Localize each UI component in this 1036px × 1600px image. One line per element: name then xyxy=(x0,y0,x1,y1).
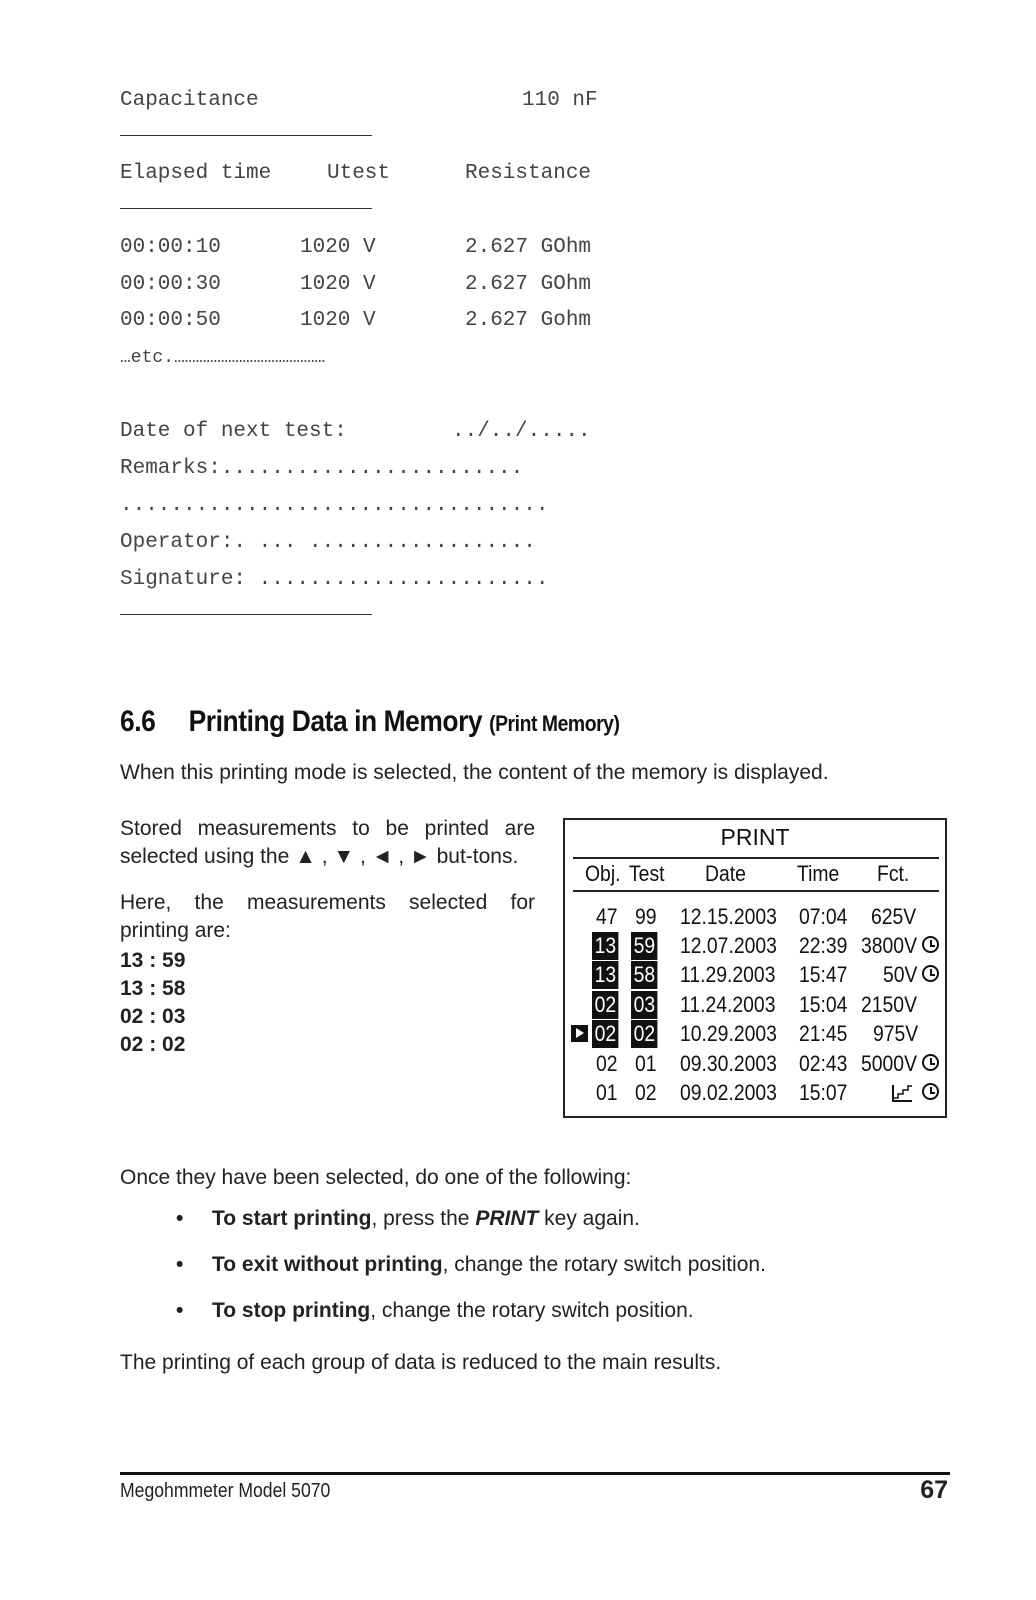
header-date: Date xyxy=(705,861,746,886)
print-screen-title: PRINT xyxy=(720,824,790,850)
elapsed-time: 00:00:30 xyxy=(120,273,221,296)
row-date: 09.02.2003 xyxy=(680,1080,777,1105)
selection-intro: Here, the measurements selected for printing are: xyxy=(120,891,535,942)
row-time: 15:07 xyxy=(799,1080,848,1105)
row-date: 11.24.2003 xyxy=(680,992,776,1017)
row-obj: 02 xyxy=(596,1051,618,1076)
selected-item: 02 : 03 xyxy=(120,1005,186,1028)
action-list xyxy=(120,1205,766,1343)
action-bold: To start printing xyxy=(212,1207,372,1230)
action-text: , press the xyxy=(371,1207,476,1230)
print-screen-display xyxy=(563,818,947,1118)
clock-icon xyxy=(922,1083,939,1100)
report-row xyxy=(120,270,592,300)
action-text: , change the rotary switch position. xyxy=(370,1299,694,1322)
row-fct: 5000V xyxy=(861,1051,917,1076)
resistance-value: 2.627 GOhm xyxy=(465,273,592,296)
resistance-value: 2.627 Gohm xyxy=(465,309,592,332)
clock-icon xyxy=(922,965,939,982)
action-item xyxy=(120,1297,766,1343)
row-date: 12.07.2003 xyxy=(680,933,777,958)
section-number: 6.6 xyxy=(120,705,156,738)
capacitance-value: 110 nF xyxy=(522,89,598,112)
row-fct: 975V xyxy=(873,1021,919,1046)
print-table-row xyxy=(565,903,945,931)
operator-line: Operator:. ... .................. xyxy=(120,531,536,554)
divider xyxy=(120,614,366,615)
next-test-value: ../../..... xyxy=(452,420,591,443)
row-obj: 13 xyxy=(592,932,619,960)
divider xyxy=(120,208,366,209)
action-item xyxy=(120,1205,766,1251)
header-obj: Obj. xyxy=(585,861,621,886)
clock-icon xyxy=(922,1054,939,1071)
row-time: 15:47 xyxy=(799,962,848,987)
elapsed-time: 00:00:50 xyxy=(120,309,221,332)
row-fct: 50V xyxy=(883,962,918,987)
print-table-row-cursor xyxy=(565,1020,945,1048)
row-time: 07:04 xyxy=(799,904,848,929)
report-row xyxy=(120,306,592,336)
row-fct: 2150V xyxy=(861,992,917,1017)
utest-value: 1020 V xyxy=(300,273,376,296)
print-table-row-selected xyxy=(565,932,945,960)
signature-line: Signature: ....................... xyxy=(120,568,549,591)
col-elapsed: Elapsed time xyxy=(120,162,272,185)
next-test-label: Date of next test: xyxy=(120,420,347,443)
selected-item: 02 : 02 xyxy=(120,1033,186,1056)
row-test: 58 xyxy=(631,961,658,989)
row-fct: 625V xyxy=(871,904,917,929)
footer-divider xyxy=(120,1472,950,1475)
row-test: 02 xyxy=(631,1020,658,1048)
row-test: 03 xyxy=(631,991,658,1019)
resistance-value: 2.627 GOhm xyxy=(465,236,592,259)
print-key-label: PRINT xyxy=(475,1207,539,1230)
section-title: Printing Data in Memory xyxy=(188,705,483,738)
remarks-continuation: .................................. xyxy=(120,494,549,517)
row-test: 02 xyxy=(635,1080,657,1105)
header-divider xyxy=(573,890,939,892)
etc-line: …etc.…………………………………… xyxy=(120,348,326,368)
intro-paragraph: When this printing mode is selected, the content of the memory is displayed. xyxy=(120,761,829,784)
selected-list xyxy=(120,947,535,1059)
utest-value: 1020 V xyxy=(300,309,376,332)
report-row xyxy=(120,233,592,263)
selection-instructions: Stored measurements to be printed are selected using the ▲ , ▼ , ◄ , ► but-tons. xyxy=(120,817,535,868)
row-test: 59 xyxy=(631,932,658,960)
row-date: 12.15.2003 xyxy=(680,904,777,929)
row-date: 10.29.2003 xyxy=(680,1021,777,1046)
section-subtitle: (Print Memory) xyxy=(489,711,620,736)
report-header-row xyxy=(120,159,592,189)
clock-icon xyxy=(922,936,939,953)
selected-item: 13 : 58 xyxy=(120,977,186,1000)
row-obj: 47 xyxy=(596,904,618,929)
row-time: 21:45 xyxy=(799,1021,848,1046)
row-date: 11.29.2003 xyxy=(680,962,776,987)
closing-paragraph: The printing of each group of data is reduced to the main results. xyxy=(120,1351,722,1374)
action-item xyxy=(120,1251,766,1297)
action-text: , change the rotary switch position. xyxy=(442,1253,766,1276)
header-fct: Fct. xyxy=(877,861,910,886)
print-table-row-selected xyxy=(565,991,945,1019)
capacitance-label: Capacitance xyxy=(120,89,259,112)
row-time: 15:04 xyxy=(799,992,848,1017)
left-column xyxy=(120,815,535,1059)
row-test: 99 xyxy=(635,904,657,929)
header-test: Test xyxy=(629,861,665,886)
divider xyxy=(120,135,366,136)
row-date: 09.30.2003 xyxy=(680,1051,777,1076)
col-resistance: Resistance xyxy=(465,162,592,185)
header-divider xyxy=(573,857,939,859)
action-lead: Once they have been selected, do one of the following: xyxy=(120,1166,632,1189)
header-time: Time xyxy=(797,861,840,886)
utest-value: 1020 V xyxy=(300,236,376,259)
print-table-header xyxy=(565,861,945,891)
footer-model: Megohmmeter Model 5070 xyxy=(120,1480,331,1502)
row-obj: 02 xyxy=(592,1020,619,1048)
row-obj: 13 xyxy=(592,961,619,989)
selected-item: 13 : 59 xyxy=(120,949,186,972)
print-table-row xyxy=(565,1079,945,1107)
cursor-arrow-icon xyxy=(571,1025,588,1042)
row-test: 01 xyxy=(635,1051,657,1076)
row-time: 22:39 xyxy=(799,933,848,958)
remarks-line: Remarks:........................ xyxy=(120,457,524,480)
capacitance-line xyxy=(120,86,598,116)
action-text: key again. xyxy=(538,1207,640,1230)
print-table-row-selected xyxy=(565,961,945,989)
action-bold: To exit without printing xyxy=(212,1253,443,1276)
step-voltage-icon xyxy=(890,1083,914,1103)
row-obj: 02 xyxy=(592,991,619,1019)
row-obj: 01 xyxy=(596,1080,618,1105)
elapsed-time: 00:00:10 xyxy=(120,236,221,259)
page-number: 67 xyxy=(920,1476,948,1504)
row-time: 02:43 xyxy=(799,1051,848,1076)
action-bold: To stop printing xyxy=(212,1299,371,1322)
print-table-row xyxy=(565,1050,945,1078)
col-utest: Utest xyxy=(327,162,391,185)
section-heading xyxy=(120,705,620,739)
next-test-line xyxy=(120,417,591,447)
row-fct: 3800V xyxy=(861,933,917,958)
